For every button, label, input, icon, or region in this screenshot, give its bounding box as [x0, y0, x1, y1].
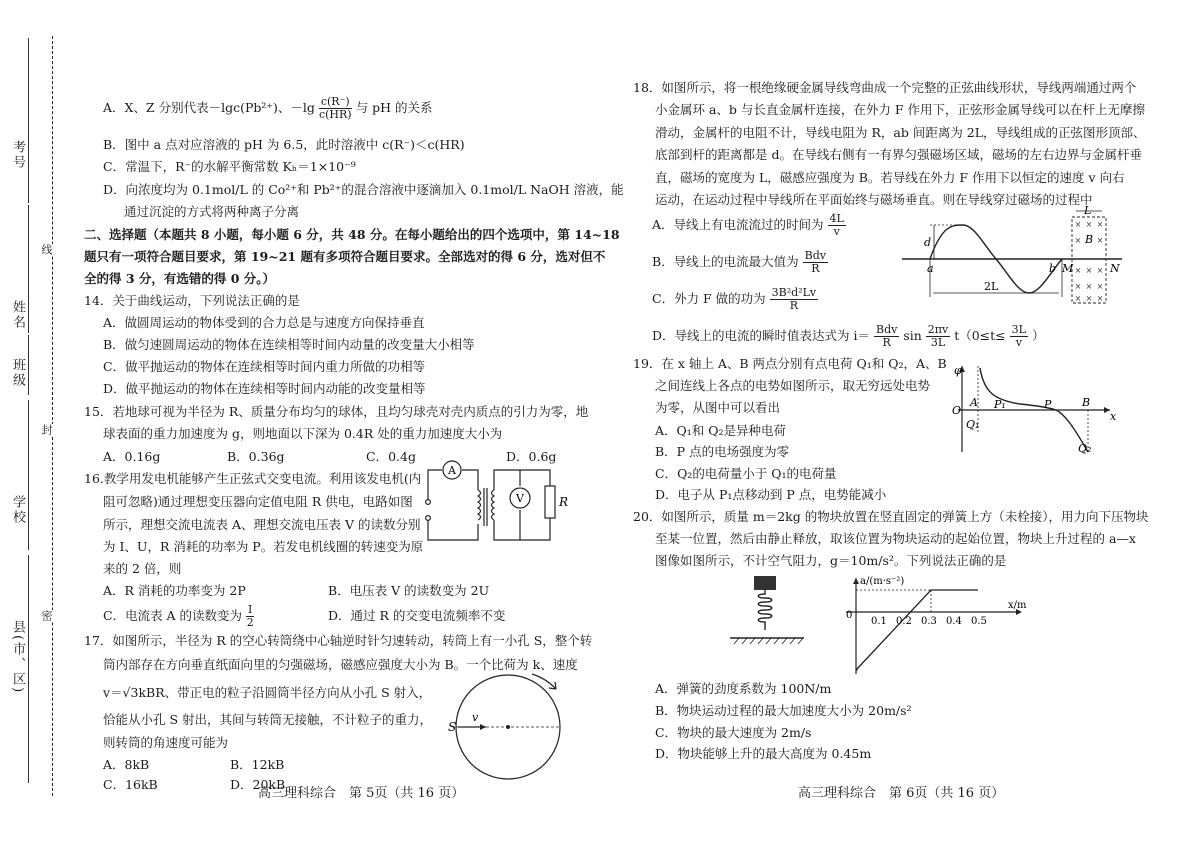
footer-page-6: 高三理科综合 第 6页（共 16 页） — [798, 786, 1005, 801]
mark-line: 线 — [40, 244, 53, 255]
fig18-2L: 2L — [984, 280, 999, 293]
q20-stem: 20．如图所示，质量 m＝2kg 的物块放置在竖直固定的弹簧上方（未栓接），用力向下压物块 — [633, 509, 1149, 524]
q20-option-a: A．弹簧的劲度系数为 100N/m — [655, 681, 832, 696]
q16-option-c: C．电流表 A 的读数变为 $\frac{I}{2}$ — [103, 603, 254, 629]
q17-option-b: B．12kB — [230, 757, 285, 772]
fig18-L: L — [1084, 205, 1092, 217]
fraction: $\frac{4L}{v}$ — [829, 212, 844, 238]
q18-stem-2: 小金属环 a、b 与长直金属杆连接，在外力 F 作用下，正弦形金属导线可以在杆上无摩擦 — [655, 102, 1146, 117]
rotating-cylinder-diagram — [446, 665, 576, 785]
fig19-Q2: Q₂ — [1078, 442, 1092, 455]
voltmeter-label: V — [516, 492, 524, 505]
label-county: 县(市、区) — [10, 620, 25, 695]
svg-text:×: × — [1074, 266, 1082, 275]
q19-stem-2: 之间连线上各点的电势如图所示，取无穷远处电势 — [655, 378, 931, 393]
q13-option-d-cont: 通过沉淀的方式将两种离子分离 — [124, 204, 300, 219]
fig19-B: B — [1082, 396, 1091, 409]
fraction: $\frac{I}{2}$ — [246, 603, 254, 629]
mark-secret: 密 — [40, 610, 53, 621]
q18-option-b: B．导线上的电流最大值为 $\frac{\text{Bdv}}{R}$ — [652, 249, 827, 275]
svg-text:×: × — [1096, 236, 1104, 245]
svg-text:×: × — [1085, 266, 1093, 275]
fraction: $\frac{2\pi v}{3L}$ — [927, 323, 949, 349]
fig20-xlabel: x/m — [1008, 600, 1027, 611]
q17-option-d: D．20kB — [230, 777, 286, 792]
q14-option-d: D．做平抛运动的物体在连续相等时间内动能的改变量相等 — [103, 381, 426, 396]
q15-option-c: C．0.4g — [366, 449, 416, 464]
svg-text:×: × — [1096, 294, 1104, 303]
q20-stem-3: 图像如图所示，不计空气阻力，g＝10m/s²。下列说法正确的是 — [655, 553, 1007, 568]
q17-stem-3: v＝√3kBR、带正电的粒子沿圆筒半径方向从小孔 S 射入， — [103, 685, 432, 700]
q18-option-c: C．外力 F 做的功为 $\frac{\text{3B²d²Lv}}{R}$ — [652, 286, 817, 312]
fig19-Q1: Q₁ — [966, 418, 980, 431]
q18-option-d: D．导线上的电流的瞬时值表达式为 i＝ $\frac{\text{Bdv}}{R}$ sin $\frac{2\pi v}{3L}$ t（0≤t≤ $\frac{3L}{v}$ ） — [652, 323, 1045, 349]
svg-text:×: × — [1085, 220, 1093, 229]
q15-stem: 15．若地球可视为半径为 R、质量分布均匀的球体，且均匀球壳对壳内质点的引力为零，地 — [84, 404, 589, 419]
q17-stem: 17．如图所示，半径为 R 的空心转筒绕中心轴逆时针匀速转动，转筒上有一小孔 S，整个转 — [84, 633, 593, 648]
svg-text:×: × — [1085, 282, 1093, 291]
q18-stem: 18．如图所示，将一根绝缘硬金属导线弯曲成一个完整的正弦曲线形状，导线两端通过两个 — [633, 80, 1137, 95]
q16-stem-3: 所示，理想交流电流表 A、理想交流电压表 V 的读数分别 — [103, 517, 421, 532]
sine-wire-diagram — [900, 205, 1125, 305]
q18-stem-6: 运动，在运动过程中导线所在平面始终与磁场垂直。则在导线穿过磁场的过程中 — [655, 192, 1093, 207]
q17-stem-2: 筒内部存在方向垂直纸面向里的匀强磁场，磁感应强度大小为 B。一个比荷为 k、速度 — [103, 657, 578, 672]
fraction: $\frac{c(R^-)}{c(HR)}$ — [318, 95, 352, 121]
name-line-1 — [28, 38, 29, 203]
q13-option-b: B．图中 a 点对应溶液的 pH 为 6.5，此时溶液中 c(R⁻)＜c(HR) — [103, 137, 465, 152]
fig20-ylabel: a/(m·s⁻²) — [860, 576, 905, 587]
q14-stem: 14．关于曲线运动，下列说法正确的是 — [84, 293, 300, 308]
q14-option-a: A．做圆周运动的物体受到的合力总是与速度方向保持垂直 — [103, 315, 425, 330]
fig18-d: d — [924, 236, 932, 249]
q17-stem-5: 则转筒的角速度可能为 — [103, 735, 229, 750]
q17-stem-4: 恰能从小孔 S 射出，其间与转筒无接触，不计粒子的重力， — [103, 712, 433, 727]
fig20-tick-2: 0.2 — [896, 616, 912, 627]
fig18-b: b — [1049, 262, 1057, 275]
svg-text:×: × — [1074, 282, 1082, 291]
name-line-4 — [28, 400, 29, 550]
section-2-line3: 全的得 3 分，有选错的得 0 分。） — [84, 271, 276, 286]
fig19-P: P — [1044, 398, 1052, 411]
q20-option-c: C．物块的最大速度为 2m/s — [655, 725, 812, 740]
q19-option-b: B．P 点的电场强度为零 — [655, 444, 790, 459]
q13-option-d: D．向浓度均为 0.1mol/L 的 Co²⁺和 Pb²⁺的混合溶液中逐滴加入 0.1mol/L NaOH 溶液，能 — [103, 182, 624, 197]
q19-option-d: D．电子从 P₁点移动到 P 点，电势能减小 — [655, 487, 887, 502]
fig18-M: M — [1062, 262, 1074, 275]
q15-option-d: D．0.6g — [506, 449, 557, 464]
name-line-3 — [28, 335, 29, 395]
svg-text:×: × — [1096, 220, 1104, 229]
q18-stem-4: 底部到杆的距离都是 d。在导线右侧有一有界匀强磁场区域，磁场的左右边界与金属杆垂 — [655, 147, 1142, 162]
section-2-line2: 题只有一项符合题目要求，第 19~21 题有多项符合题目要求。全部选对的得 6 分，选对但不 — [84, 249, 606, 264]
q16-option-d: D．通过 R 的交变电流频率不变 — [328, 608, 506, 623]
fig20-tick-3: 0.3 — [921, 616, 937, 627]
q17-option-a: A．8kB — [103, 757, 150, 772]
svg-text:×: × — [1074, 294, 1082, 303]
spring-diagram — [724, 574, 814, 646]
q14-option-b: B．做匀速圆周运动的物体在连续相等时间内动量的改变量大小相等 — [103, 337, 475, 352]
q16-option-a: A．R 消耗的功率变为 2P — [103, 583, 246, 598]
fraction: $\frac{\text{Bdv}}{R}$ — [875, 323, 898, 349]
fig20-tick-4: 0.4 — [946, 616, 962, 627]
q18-stem-3: 滑动，金属杆的电阻不计，导线电阻为 R，ab 间距离为 2L，导线组成的正弦图形顶部、 — [655, 125, 1146, 140]
q14-option-c: C．做平抛运动的物体在连续相等时间内重力所做的功相等 — [103, 359, 426, 374]
q18-option-a: A．导线上有电流流过的时间为 $\frac{4L}{v}$ — [652, 212, 844, 238]
fig18-a: a — [927, 262, 934, 275]
svg-text:×: × — [1074, 236, 1082, 245]
fig18-B: B — [1085, 233, 1094, 246]
q17-option-c: C．16kB — [103, 777, 158, 792]
hole-label: S — [448, 720, 457, 734]
resistor-label: R — [559, 495, 569, 509]
label-school: 学校 — [10, 495, 25, 525]
mark-seal: 封 — [40, 424, 53, 435]
fraction: $\frac{3L}{v}$ — [1011, 323, 1026, 349]
q16-stem: 16.教学用发电机能够产生正弦式交变电流。利用该发电机(内 — [84, 471, 422, 486]
q16-stem-2: 阻可忽略)通过理想变压器向定值电阻 R 供电，电路如图 — [103, 494, 413, 509]
svg-text:×: × — [1096, 266, 1104, 275]
fig19-A: A — [970, 396, 978, 409]
circuit-diagram — [418, 458, 576, 550]
q19-stem-3: 为零，从图中可以看出 — [655, 400, 781, 415]
svg-text:×: × — [1096, 282, 1104, 291]
q16-stem-5: 来的 2 倍，则 — [103, 561, 182, 576]
fig19-O: O — [952, 404, 962, 417]
fraction: $\frac{\text{3B²d²Lv}}{R}$ — [771, 286, 817, 312]
svg-text:×: × — [1085, 294, 1093, 303]
q20-stem-2: 至某一位置，然后由静止释放，取该位置为物块运动的起始位置，物块上升过程的 a—x — [655, 531, 1136, 546]
q20-option-d: D．物块能够上升的最大高度为 0.45m — [655, 746, 872, 761]
potential-graph — [950, 362, 1120, 457]
svg-text:×: × — [1074, 220, 1082, 229]
q15-option-a: A．0.16g — [103, 449, 161, 464]
footer-page-5: 高三理科综合 第 5页（共 16 页） — [258, 786, 465, 801]
label-exam-number: 考号 — [10, 140, 25, 170]
fig20-tick-1: 0.1 — [871, 616, 887, 627]
q13-option-a: A．X、Z 分别代表－lgc(Pb²⁺)、－lg $\frac{c(R^-)}{c(HR)}$ 与 pH 的关系 — [103, 95, 433, 121]
q19-stem: 19．在 x 轴上 A、B 两点分别有点电荷 Q₁和 Q₂，A、B — [633, 356, 947, 371]
name-line-5 — [28, 555, 29, 783]
section-2-heading: 二、选择题（本题共 8 小题，每小题 6 分，共 48 分。在每小题给出的四个选项中，第 14~18 — [84, 227, 620, 242]
q15-option-b: B．0.36g — [227, 449, 285, 464]
fig20-tick-5: 0.5 — [971, 616, 987, 627]
fig19-x: x — [1110, 410, 1117, 423]
q19-option-a: A．Q₁和 Q₂是异种电荷 — [655, 423, 787, 438]
a-x-graph — [836, 574, 1036, 678]
fig19-P1: P₁ — [994, 398, 1006, 411]
label-name: 姓名 — [10, 300, 25, 330]
fig18-N: N — [1110, 262, 1120, 275]
binding-dashed-line — [52, 36, 53, 796]
q18-stem-5: 直，磁场的宽度为 L，磁感应强度为 B。若导线在外力 F 作用下以恒定的速度 v 向右 — [655, 170, 1125, 185]
q13-option-c: C．常温下，R⁻的水解平衡常数 Kₕ＝1×10⁻⁹ — [103, 159, 356, 174]
label-class: 班级 — [10, 358, 25, 388]
name-line-2 — [28, 205, 29, 333]
fig19-phi: φ — [954, 364, 962, 377]
velocity-label: v — [472, 711, 479, 724]
fraction: $\frac{\text{Bdv}}{R}$ — [804, 249, 827, 275]
fig20-origin: 0 — [846, 610, 853, 621]
q19-option-c: C．Q₂的电荷量小于 Q₁的电荷量 — [655, 466, 837, 481]
q16-stem-4: 为 I、U，R 消耗的功率为 P。若发电机线圈的转速变为原 — [103, 539, 424, 554]
q16-option-b: B．电压表 V 的读数变为 2U — [328, 583, 490, 598]
q15-stem-2: 球表面的重力加速度为 g，则地面以下深为 0.4R 处的重力加速度大小为 — [103, 426, 503, 441]
ammeter-label: A — [448, 464, 456, 477]
q20-option-b: B．物块运动过程的最大加速度大小为 20m/s² — [655, 703, 912, 718]
